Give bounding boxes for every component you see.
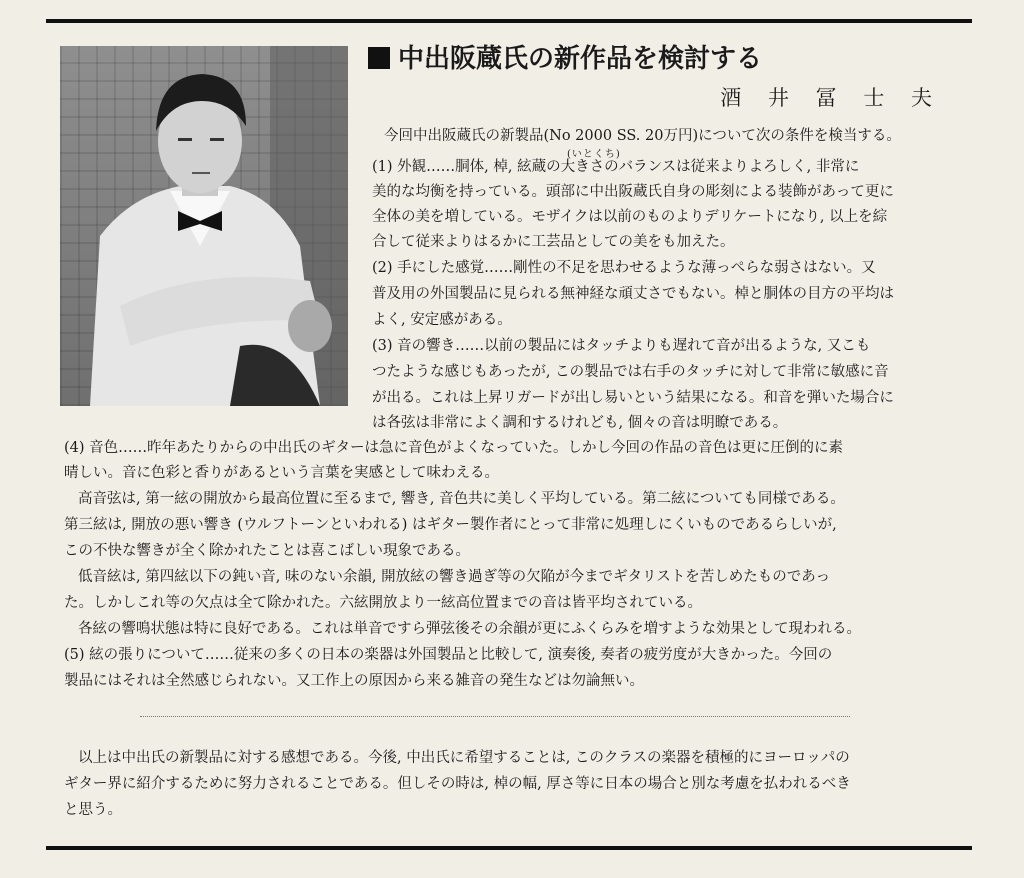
body-line: 美的な均衡を持っている。頭部に中出阪蔵氏自身の彫刻による装飾があって更に [372, 184, 894, 200]
portrait-illustration [60, 46, 348, 406]
body-line: 晴しい。音に色彩と香りがあるという言葉を実感として味わえる。 [64, 465, 499, 481]
body-line: 高音弦は, 第一絃の開放から最高位置に至るまで, 響き, 音色共に美しく平均している。第二絃についても同様である。 [78, 491, 845, 507]
body-line: 普及用の外国製品に見られる無神経な頑丈さでもない。棹と胴体の目方の平均は [372, 286, 894, 302]
author-name: 酒 井 冨 士 夫 [720, 86, 942, 110]
closing-line: ギター界に紹介するために努力されることである。但しその時は, 棹の幅, 厚さ等に日本の場合と別な考慮を払われるべき [64, 776, 851, 792]
closing-line: と思う。 [64, 802, 122, 818]
body-line: 低音絃は, 第四絃以下の鈍い音, 味のない余韻, 開放絃の響き過ぎ等の欠陥が今までギタリストを苦しめたものであっ [78, 569, 831, 585]
bottom-rule [46, 846, 972, 850]
dotted-separator [140, 716, 850, 717]
body-line: (5) 絃の張りについて……従来の多くの日本の楽器は外国製品と比較して, 演奏後, 奏者の疲労度が大きかった。今回の [64, 647, 833, 663]
body-line: 今回中出阪蔵氏の新製品(No 2000 SS. 20万円)について次の条件を検当する。 [384, 128, 901, 144]
closing-line: 以上は中出氏の新製品に対する感想である。今後, 中出氏に希望することは, このクラスの楽器を積極的にヨーロッパの [78, 750, 850, 766]
body-line: た。しかしこれ等の欠点は全て除かれた。六絃開放より一絃高位置までの音は皆平均されている。 [64, 595, 702, 611]
body-line: 第三絃は, 開放の悪い響き (ウルフトーンといわれる) はギター製作者にとって非常に処理しにくいものであるらしいが, [64, 517, 837, 533]
body-line: は各弦は非常によく調和するけれども, 個々の音は明瞭である。 [372, 415, 788, 431]
portrait-photo [60, 46, 348, 406]
title-square-icon [368, 47, 390, 69]
body-line: (2) 手にした感覚……剛性の不足を思わせるような薄っぺらな弱さはない。又 [372, 260, 876, 276]
body-line: この不快な響きが全く除かれたことは喜こばしい現象である。 [64, 543, 470, 559]
top-rule [46, 19, 972, 23]
body-line: (1) 外観……胴体, 棹, 絃蔵の大きさのバランスは従来よりよろしく, 非常に [372, 159, 860, 175]
article-title-text: 中出阪蔵氏の新作品を検討する [398, 44, 763, 74]
body-line: (3) 音の響き……以前の製品にはタッチよりも遅れて音が出るような, 又こも [372, 338, 871, 354]
article-title [368, 40, 762, 78]
body-line: 各絃の響鳴状態は特に良好である。これは単音ですら弾弦後その余韻が更にふくらみを増すような効果として現われる。 [78, 621, 861, 637]
body-line: つたような感じもあったが, この製品では右手のタッチに対して非常に敏感に音 [372, 364, 889, 380]
body-line: 合して従来よりはるかに工芸品としての美をも加えた。 [372, 234, 735, 250]
body-line: よく, 安定感がある。 [372, 312, 512, 328]
body-line: 製品にはそれは全然感じられない。又工作上の原因から来る雑音の発生などは勿論無い。 [64, 673, 644, 689]
body-line: (4) 音色……昨年あたりからの中出氏のギターは急に音色がよくなっていた。しかし今回の作品の音色は更に圧倒的に素 [64, 440, 843, 456]
body-line: 全体の美を増している。モザイクは以前のものよりデリケートになり, 以上を綜 [372, 209, 888, 225]
ruby-annotation: (いとくち) [567, 149, 621, 160]
body-line: が出る。これは上昇リガードが出し易いという結果になる。和音を弾いた場合に [372, 390, 894, 406]
